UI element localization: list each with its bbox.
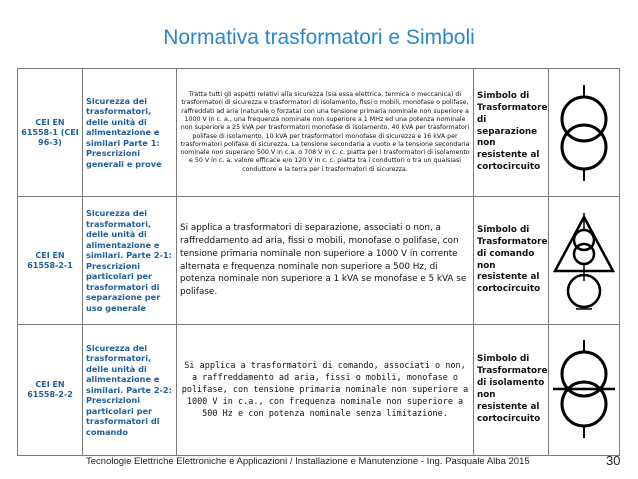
separation-transformer-symbol-icon <box>551 83 617 183</box>
standard-description: Si applica a trasformatori di comando, associati o non, a raffreddamento ad aria, fissi o mobili, monofase o polifase, con tensione primaria nominale non superiore a 1000 V in c.a., con frequenza nominale non superiore a 500 Hz e con potenza nominale senza limitazione. <box>177 325 474 456</box>
table-row <box>18 325 620 456</box>
standard-code: CEI EN 61558-1 (CEI 96-3) <box>18 69 83 197</box>
page-title: Normativa trasformatori e Simboli <box>163 26 475 49</box>
symbol-label: Simbolo di Trasformatore di comando non resistente al cortocircuito <box>474 197 549 325</box>
control-transformer-symbol-icon <box>551 209 617 313</box>
table-row <box>18 69 620 197</box>
footer: Tecnologie Elettriche Elettroniche e Applicazioni / Installazione e Manutenzione - Ing. Pasquale Alba 2015 <box>86 456 530 467</box>
standard-description: Tratta tutti gli aspetti relativi alla sicurezza (sia essa elettrica, termica o meccanica) di trasformatori di sicurezza e trasformatori di isolamento, fissi o mobili, monofase o polifase, raffreddati ad aria (naturale o forzata) con una tensione primaria nominale non superiore a 1000 V in c. a., una frequenza nominale non superiore a 1 MHz ed una potenza nominale non superiore a 25 kVA per trasformatori monofase di isolamento, 40 kVA per trasformatori polifase di isolamento, 10 kVA per trasformatori monofase di sicurezza e 16 kVA per trasformatori polifase di sicurezza. La tensione secondaria a vuoto e la tensione secondaria nominale non superano 500 V in c.a. o 708 V in c. c. piatta per i trasformatori di isolamento e 50 V in c. a. valore efficace e/o 120 V in c. c. piatta tra i conduttori o tra un qualsiasi conduttore e la terra per i trasformatori di sicurezza. <box>177 69 474 197</box>
symbol-label: Simbolo di Trasformatore di separazione non resistente al cortocircuito <box>474 69 549 197</box>
standard-description: Si applica a trasformatori di separazione, associati o non, a raffreddamento ad aria, fissi o mobili, monofase o polifase, con tensione primaria nominale non superiore a 1000 V in corrente alternata e frequenza nominale non superiore a 500 Hz, di potenza nominale non superiore a 1 kVA se monofase e 5 kVA se polifase. <box>177 197 474 325</box>
standard-code: CEI EN 61558-2-2 <box>18 325 83 456</box>
isolation-transformer-symbol-icon <box>551 338 617 442</box>
symbol-cell <box>549 69 620 197</box>
standard-code: CEI EN 61558-2-1 <box>18 197 83 325</box>
standards-table <box>17 68 620 456</box>
standard-subject: Sicurezza dei trasformatori, delle unità di alimentazione e similari. Parte 2-2: Prescrizioni particolari per trasformatori di comando <box>83 325 177 456</box>
standard-subject: Sicurezza dei trasformatori, delle unità di alimentazione e similari Parte 1: Prescrizioni generali e prove <box>83 69 177 197</box>
standard-subject: Sicurezza dei trasformatori, delle unità di alimentazione e similari. Parte 2-1: Prescrizioni particolari per trasformatori di separazione per uso generale <box>83 197 177 325</box>
table-row <box>18 197 620 325</box>
page-number: 30 <box>606 453 621 468</box>
symbol-cell <box>549 197 620 325</box>
symbol-cell <box>549 325 620 456</box>
symbol-label: Simbolo di Trasformatore di isolamento non resistente al cortocircuito <box>474 325 549 456</box>
